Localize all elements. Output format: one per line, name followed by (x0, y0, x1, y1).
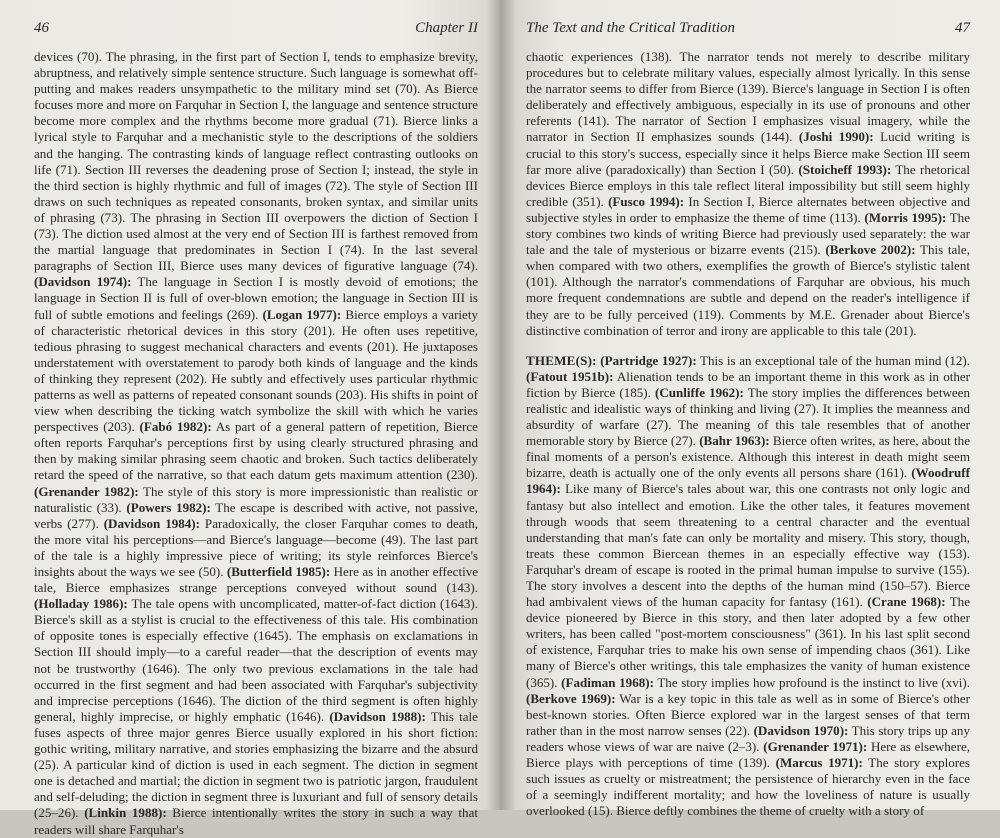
text-run: Bierce employs a variety of characteristic rhetorical devices in this story (201). He often uses repetitive, tedious phrasing to suggest mechanical characters and events (201). He juxtaposes understatement with overstatement to parody both kinds of language and the kinds of thinking they represent (202). He subtly and effectively uses particular rhythmic patterns as well as patterns of repeated consonant sounds (203). His shifts in point of view when describing the ticking watch symbolize the skill with which he varies perspectives (203). (34, 306, 478, 435)
right-paragraph-1 (526, 49, 970, 339)
citation-label: (Linkin 1988): (84, 805, 167, 821)
text-run: The story implies the differences between realistic and idealistic ways of thinking and living (27). It implies the meanness and absurdity of warfare (27). The meaning of this tale resembles that of another memorable story by Bierce (27). (526, 384, 970, 449)
citation-label: (Fusco 1994): (608, 193, 685, 209)
text-run: Bierce often writes, as here, about the final moments of a person's existence. Although this interest in death might seem bizarre, death is actually one of the only events all persons share (161). (526, 433, 970, 481)
left-page (0, 0, 500, 837)
text-run: The rhetorical devices Bierce employs in this tale reflect literal impossibility but still seem highly credible (351). (526, 161, 970, 209)
citation-label: (Davidson 1988): (329, 708, 426, 724)
text-run: The story implies how profound is the instinct to live (xvi). (653, 674, 971, 690)
text-run: As part of a general pattern of repetition, Bierce often reports Farquhar's perceptions first by using clearly structured phrasing and then by making similar phrasing seem chaotic and broken. Such tactics deliberately retard the speed of the narrative, so that each datum gets maximum attention (230). (34, 419, 478, 483)
text-run: The tale opens with uncomplicated, matter-of-fact diction (1643). Bierce's skill as a stylist is crucial to the effectiveness of this tale. His combination of opposite tones is especially effective (1645). The emphasis on exclamations in Section III should imply—to a careful reader—that the description of events may not be trustworthy (1646). The only two previous exclamations in the tale had occurred in the first segment and had been associated with Farquhar's subjectivity and imprecise perceptions (1646). The diction of the third segment is often highly general, highly imprecise, or highly emphatic (1646). (34, 596, 479, 724)
citation-label: (Fabó 1982): (139, 419, 212, 435)
text-run: Lucid writing is crucial to this story's success, especially since it helps Bierce make Section III seem far more alive (paradoxically) than Section I (50). (526, 129, 970, 177)
citation-label: (Bahr 1963): (699, 433, 770, 449)
text-run: The story explores such issues as cruelty or mistreatment; the persistence of hierarchy even in the face of a seemingly indifferent mortality; and how the loveliness of nature is usually overlooked (15). Bierce deftly combines the theme of cruelty with a story of (526, 755, 970, 819)
text-run: The device pioneered by Bierce in this story, and then later adopted by a few other writers, has been called "post-mortem consciousness" (361). In his last split second of existence, Farquhar tries to make his own sense of impending chaos (361). Like many of Bierce's other writings, this tale emphasizes the vanity of human existence (365). (526, 594, 970, 690)
text-run: This story trips up any readers whose views of war are naive (2–3). (526, 722, 970, 754)
citation-label: (Davidson 1984): (103, 515, 200, 531)
text-run: This is an exceptional tale of the human mind (12). (696, 352, 970, 368)
citation-label: (Stoicheff 1993): (798, 161, 892, 177)
theme-heading: THEME(S): (526, 352, 597, 368)
citation-label: (Joshi 1990): (798, 129, 874, 145)
citation-label: (Partridge 1927): (600, 352, 697, 368)
left-chapter-title: Chapter II (415, 20, 478, 36)
citation-label: (Crane 1968): (867, 594, 946, 610)
citation-label: (Davidson 1974): (34, 274, 132, 290)
text-run: The style of this story is more impressionistic than realistic or naturalistic (33). (34, 483, 478, 515)
text-run: chaotic experiences (138). The narrator tends not merely to describe military procedures but to celebrate military values, especially almost lyrically. In this sense the narrator seems to differ from Bierce (139). Bierce's language in Section I is often deliberately and effectively ambiguous, especially in its use of pronouns and other referents (141). The narrator of Section I emphasizes visual imagery, while the narrator in Section II emphasizes sounds (144). (526, 49, 970, 145)
text-run: devices (70). The phrasing, in the first part of Section I, tends to emphasize brevity, abruptness, and relatively simple sentence structure. Such language is somewhat off-putting and makes readers unsympathetic to the military mind set (70). As Bierce focuses more and more on Farquhar in Section I, the language and sentence structure become more complex and the rhythms become more gradual (71). Bierce links a lyrical style to Farquhar and a mechanistic style to the descriptions of the soldiers and the hanging. The contrasting kinds of language reflect contrasting outlooks on life (71). Section III reverses the deadening prose of Section I; instead, the style in the third section is highly rhythmic and full of images (72). The style of Section III draws on such techniques as repeated consonants, broken syntax, and similar units of phrasing (73). The phrasing in Section III overpowers the diction of Section I (73). The diction used almost at the very end of Section III is farthest removed from the martial language that predominates in Section I (74). In the last several paragraphs of Section III, Bierce uses many devices of figurative language (74). (34, 49, 478, 274)
citation-label: (Grenander 1971): (763, 738, 868, 754)
citation-label: (Davidson 1970): (753, 722, 849, 738)
left-body-text (34, 49, 478, 838)
text-run: Paradoxically, the closer Farquhar comes to death, the more vital his perceptions—and Bierce's language—become (49). The last part of the tale is a highly impressive piece of writing; its style reinforces Bierce's insights about the ways we see (50). (34, 515, 478, 579)
text-run: The language in Section I is mostly devoid of emotions; the language in Section II is full of over-blown emotion; the language in Section III is full of subtle emotions and feelings (269). (34, 274, 478, 322)
text-run: Here as in another effective tale, Bierce emphasizes strange perceptions conveyed without sound (143). (34, 564, 479, 596)
right-page-number: 47 (955, 20, 970, 36)
text-run: This tale fuses aspects of three major genres Bierce usually explored in his short fiction: gothic writing, military narrative, and stories emphasizing the bizarre and the absurd (25). A particular kind of diction is used in each segment. The diction in segment one is detached and martial; the diction in segment two is patriotic jargon, fraudulent and self-deluding; the diction in segment three is luxuriant and full of sensory details (25–26). (34, 708, 478, 821)
citation-label: (Berkove 1969): (526, 690, 616, 706)
citation-label: (Morris 1995): (864, 209, 947, 225)
text-run: The escape is described with active, not passive, verbs (277). (34, 499, 478, 531)
theme-paragraph-body (526, 353, 970, 819)
left-paragraph (34, 49, 478, 838)
text-run: Here as elsewhere, Bierce plays with perceptions of time (139). (526, 738, 970, 771)
citation-label: (Fadiman 1968): (561, 674, 654, 690)
text-run: War is a key topic in this tale as well as in some of Bierce's other best-known stories. Often Bierce explored war in the largest senses of that term rather than in the most narrow senses (22). (526, 690, 970, 738)
citation-label: (Holladay 1986): (34, 596, 128, 612)
citation-label: (Logan 1977): (262, 306, 342, 322)
theme-paragraph (526, 353, 970, 820)
left-running-head (34, 20, 478, 37)
right-running-head (526, 20, 970, 37)
text-run: Like many of Bierce's tales about war, this one contrasts not only logic and fantasy but also intellect and emotion. Like the other tales, it features movement through woods that seem threatening to a central character and the eventual understanding that man's fate can only be mortality and misery. This story, though, treats these common Biercean themes in an especially effective way (153). Farquhar's dream of escape is rooted in the primal human impulse to survive (155). The story involves a descent into the depths of the human mind (150–57). Bierce had ambivalent views of the human capacity for fantasy (161). (526, 481, 970, 610)
citation-label: (Marcus 1971): (775, 755, 863, 771)
text-run: Bierce intentionally writes the story in such a way that readers will share Farquhar's (34, 805, 478, 837)
text-run: In Section I, Bierce alternates between objective and subjective styles in order to emphasize the theme of time (113). (526, 193, 970, 225)
citation-label: (Berkove 2002): (825, 242, 916, 258)
text-run: The story combines two kinds of writing Bierce had previously used separately: the war tale and the tale of mysterious or bizarre events (215). (526, 209, 970, 258)
right-body-text (526, 49, 970, 819)
citation-label: (Woodruff 1964): (526, 465, 970, 497)
right-section-title: The Text and the Critical Tradition (526, 20, 736, 36)
right-page (500, 0, 1000, 819)
citation-label: (Fatout 1951b): (526, 368, 614, 384)
text-run: This tale, when compared with two others, exemplifies the growth of Bierce's stylistic talent (101). Although the narrator's commendations of Farquhar are obvious, his much more frequent condemnations are subtle and depend on the reader's intelligence if they are to be fully perceived (119). Comments by M.E. Grenader about Bierce's distinctive combination of terror and irony are applicable to this tale (201). (526, 242, 970, 338)
citation-label: (Butterfield 1985): (226, 564, 331, 579)
citation-label: (Cunliffe 1962): (654, 384, 744, 400)
citation-label: (Grenander 1982): (34, 483, 139, 499)
citation-label: (Powers 1982): (126, 499, 211, 515)
text-run: Alienation tends to be an important theme in this work as in other fiction by Bierce (185). (526, 368, 971, 400)
left-page-number: 46 (34, 20, 49, 36)
